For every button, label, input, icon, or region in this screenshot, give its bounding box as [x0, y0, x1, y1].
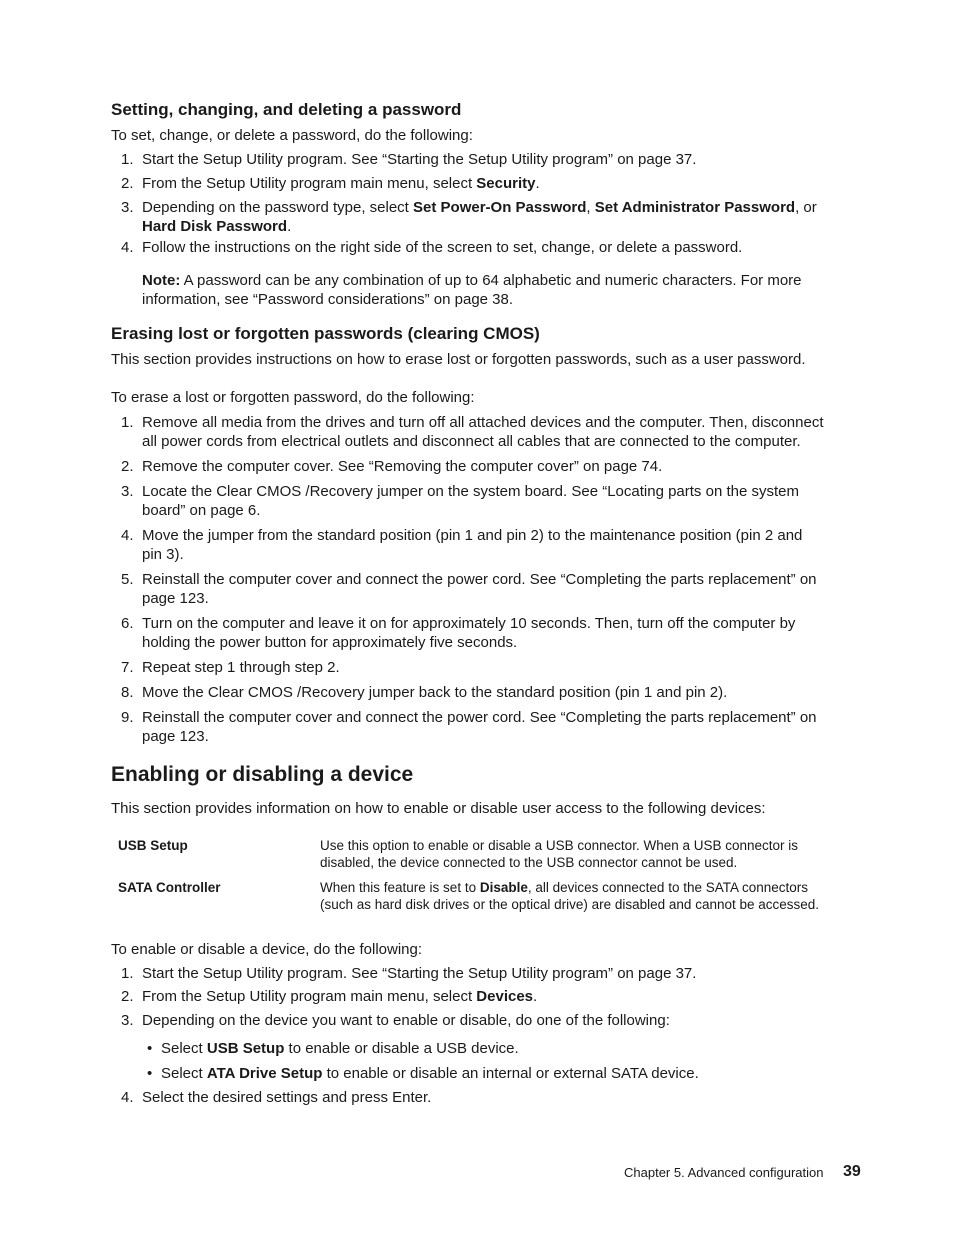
- table-term: SATA Controller: [118, 880, 221, 895]
- step-text: Locate the Clear CMOS /Recovery jumper on the system board. See “Locating parts on the system board” on page 6.: [142, 483, 799, 519]
- step-text: Depending on the password type, select Set Power-On Password, Set Administrator Password, or Hard Disk Password.: [142, 199, 817, 235]
- section-heading-cmos: Erasing lost or forgotten passwords (clearing CMOS): [111, 324, 540, 343]
- step-text: Remove all media from the drives and turn off all attached devices and the computer. Then, disconnect all power cords from electrical outlets and disconnect all cables that are connected to the computer.: [142, 414, 824, 450]
- step-number: 1.: [121, 965, 134, 982]
- bullet-text: Select USB Setup to enable or disable a USB device.: [161, 1040, 519, 1057]
- step-number: 4.: [121, 239, 134, 256]
- step-text: Move the Clear CMOS /Recovery jumper back to the standard position (pin 1 and pin 2).: [142, 684, 728, 701]
- step-number: 8.: [121, 684, 134, 701]
- section-intro: This section provides instructions on how to erase lost or forgotten passwords, such as a user password.: [111, 351, 806, 368]
- step-number: 1.: [121, 151, 134, 168]
- page-number: 39: [843, 1163, 861, 1180]
- step-text: Select the desired settings and press Enter.: [142, 1089, 432, 1106]
- step-number: 7.: [121, 659, 134, 676]
- bullet-icon: •: [147, 1065, 153, 1082]
- step-number: 4.: [121, 527, 134, 544]
- bullet-icon: •: [147, 1040, 153, 1057]
- section-intro: This section provides information on how to enable or disable user access to the following devices:: [111, 800, 766, 817]
- step-number: 2.: [121, 458, 134, 475]
- section-intro: To set, change, or delete a password, do the following:: [111, 127, 473, 144]
- step-text: Follow the instructions on the right side of the screen to set, change, or delete a password.: [142, 239, 743, 256]
- step-text: Repeat step 1 through step 2.: [142, 659, 340, 676]
- step-text: Turn on the computer and leave it on for approximately 10 seconds. Then, turn off the computer by holding the power button for approximately five seconds.: [142, 615, 796, 651]
- step-number: 5.: [121, 571, 134, 588]
- step-number: 3.: [121, 1012, 134, 1029]
- section-heading-devices: Enabling or disabling a device: [111, 763, 414, 786]
- bullet-text: Select ATA Drive Setup to enable or disable an internal or external SATA device.: [161, 1065, 699, 1082]
- step-number: 4.: [121, 1089, 134, 1106]
- table-description: When this feature is set to Disable, all devices connected to the SATA connectors (such as hard disk drives or the optical drive) are disabled and cannot be accessed.: [320, 880, 820, 912]
- step-text: Move the jumper from the standard position (pin 1 and pin 2) to the maintenance position (pin 2 and pin 3).: [142, 527, 803, 563]
- note: Note: A password can be any combination of up to 64 alphabetic and numeric characters. For more information, see “Password considerations” on page 38.: [142, 272, 802, 308]
- step-number: 6.: [121, 615, 134, 632]
- step-text: Remove the computer cover. See “Removing the computer cover” on page 74.: [142, 458, 663, 475]
- table-term: USB Setup: [118, 838, 188, 853]
- step-text: From the Setup Utility program main menu, select Devices.: [142, 988, 538, 1005]
- step-text: Depending on the device you want to enable or disable, do one of the following:: [142, 1012, 670, 1029]
- step-text: Reinstall the computer cover and connect the power cord. See “Completing the parts replacement” on page 123.: [142, 709, 817, 745]
- step-number: 1.: [121, 414, 134, 431]
- step-number: 2.: [121, 175, 134, 192]
- step-number: 2.: [121, 988, 134, 1005]
- step-number: 3.: [121, 199, 134, 216]
- step-number: 9.: [121, 709, 134, 726]
- note-label: Note:: [142, 272, 181, 289]
- step-text: Start the Setup Utility program. See “Starting the Setup Utility program” on page 37.: [142, 151, 697, 168]
- step-number: 3.: [121, 483, 134, 500]
- table-description: Use this option to enable or disable a USB connector. When a USB connector is disabled, the device connected to the USB connector cannot be used.: [320, 838, 799, 870]
- step-text: From the Setup Utility program main menu, select Security.: [142, 175, 540, 192]
- step-text: Start the Setup Utility program. See “Starting the Setup Utility program” on page 37.: [142, 965, 697, 982]
- footer-chapter: Chapter 5. Advanced configuration: [624, 1165, 824, 1180]
- section-intro-steps: To erase a lost or forgotten password, do the following:: [111, 389, 475, 406]
- section-intro-steps: To enable or disable a device, do the following:: [111, 941, 423, 958]
- section-heading-password: Setting, changing, and deleting a password: [111, 100, 462, 119]
- step-text: Reinstall the computer cover and connect the power cord. See “Completing the parts replacement” on page 123.: [142, 571, 817, 607]
